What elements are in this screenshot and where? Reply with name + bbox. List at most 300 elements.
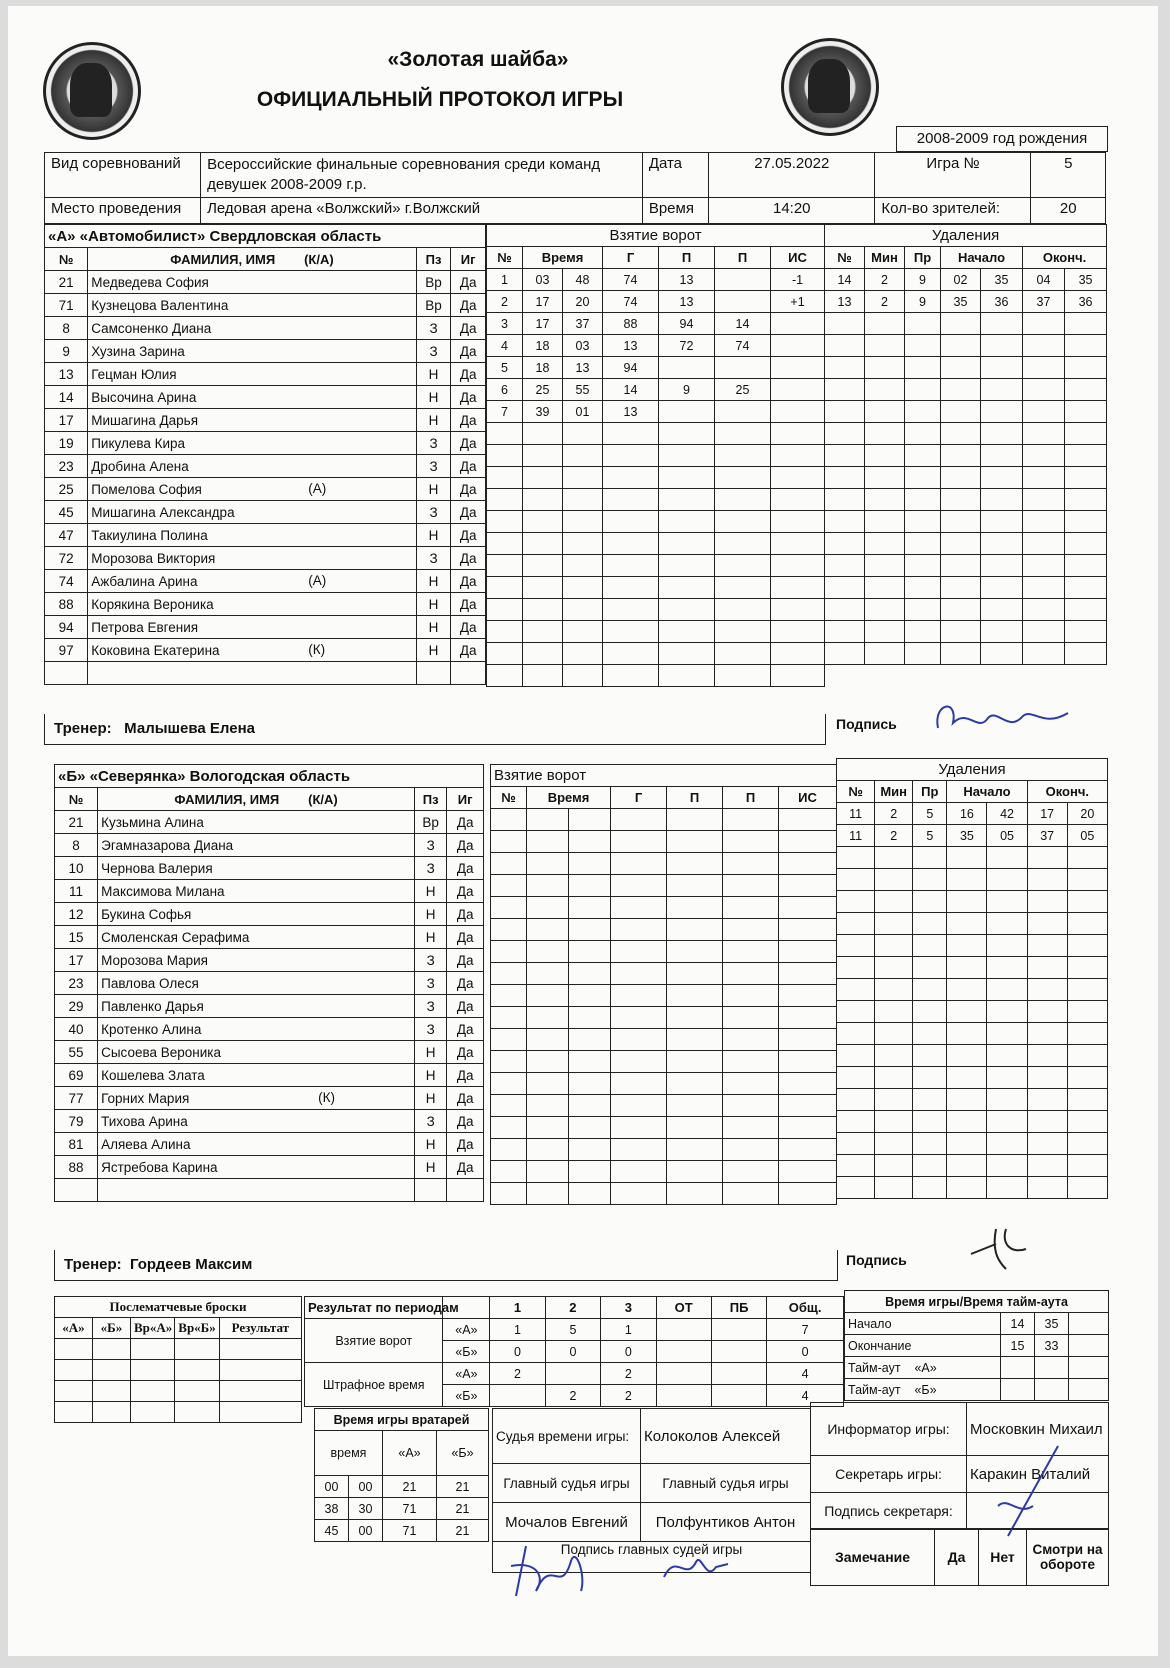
player-name bbox=[88, 501, 417, 524]
penalty-start-min: 02 bbox=[941, 269, 981, 291]
result-value bbox=[490, 1385, 545, 1407]
team-b-coach: Тренер: Гордеев Максим bbox=[64, 1256, 253, 1273]
table-cell bbox=[659, 533, 715, 555]
table-cell bbox=[825, 577, 865, 599]
player-row bbox=[45, 340, 486, 363]
table-cell bbox=[659, 599, 715, 621]
player-played: Да bbox=[447, 811, 484, 834]
table-cell bbox=[913, 979, 947, 1001]
table-cell bbox=[1067, 847, 1107, 869]
table-cell bbox=[875, 869, 913, 891]
goal-row bbox=[487, 533, 825, 555]
table-cell bbox=[981, 533, 1023, 555]
table-cell bbox=[667, 963, 723, 985]
table-cell bbox=[779, 963, 837, 985]
player-name-text: Мишагина Александра bbox=[91, 504, 235, 520]
goal-row bbox=[487, 335, 825, 357]
col-num: № bbox=[45, 248, 88, 271]
table-cell bbox=[603, 467, 659, 489]
player-number: 74 bbox=[45, 570, 88, 593]
table-cell bbox=[487, 621, 523, 643]
player-row bbox=[45, 363, 486, 386]
table-cell bbox=[569, 1007, 611, 1029]
goal-minute: 18 bbox=[523, 335, 563, 357]
table-cell bbox=[1067, 1067, 1107, 1089]
table-cell bbox=[659, 643, 715, 665]
table-cell bbox=[1065, 313, 1107, 335]
result-team: «Б» bbox=[443, 1385, 490, 1407]
remark-no: Нет bbox=[979, 1529, 1027, 1586]
table-cell bbox=[563, 621, 603, 643]
penalty-start-min: 35 bbox=[941, 291, 981, 313]
col-played: Иг bbox=[451, 248, 486, 271]
player-name-text: Петрова Евгения bbox=[91, 619, 199, 635]
table-cell bbox=[941, 445, 981, 467]
player-row bbox=[45, 271, 486, 294]
table-cell bbox=[491, 853, 527, 875]
player-position: Н bbox=[416, 616, 451, 639]
table-cell bbox=[865, 467, 905, 489]
table-cell bbox=[825, 357, 865, 379]
table-cell bbox=[416, 662, 451, 685]
table-cell bbox=[715, 643, 771, 665]
table-cell bbox=[947, 1133, 987, 1155]
player-name-text: Чернова Валерия bbox=[101, 860, 213, 876]
table-cell bbox=[527, 941, 569, 963]
table-cell bbox=[913, 935, 947, 957]
player-position: Н bbox=[415, 1041, 447, 1064]
player-position: З bbox=[415, 1018, 447, 1041]
player-name-text: Аляева Алина bbox=[101, 1136, 191, 1152]
table-cell bbox=[569, 1029, 611, 1051]
table-cell bbox=[987, 1155, 1027, 1177]
player-row bbox=[55, 972, 484, 995]
player-role: (А) bbox=[308, 573, 327, 588]
player-number: 17 bbox=[45, 409, 88, 432]
player-row bbox=[55, 926, 484, 949]
goal-scorer: 74 bbox=[603, 269, 659, 291]
player-played: Да bbox=[447, 949, 484, 972]
table-cell bbox=[987, 891, 1027, 913]
penalty-minutes: 2 bbox=[865, 269, 905, 291]
goalie-team-b: 21 bbox=[437, 1476, 489, 1498]
table-cell bbox=[987, 1111, 1027, 1133]
player-number: 88 bbox=[55, 1156, 98, 1179]
table-cell bbox=[947, 1177, 987, 1199]
table-cell bbox=[941, 423, 981, 445]
player-name bbox=[98, 1087, 415, 1110]
player-number: 71 bbox=[45, 294, 88, 317]
table-cell bbox=[941, 555, 981, 577]
table-cell bbox=[1027, 935, 1067, 957]
player-position: З bbox=[415, 949, 447, 972]
table-cell bbox=[837, 1177, 875, 1199]
period-result-row bbox=[305, 1319, 844, 1341]
table-cell bbox=[667, 985, 723, 1007]
table-cell bbox=[527, 1029, 569, 1051]
player-number: 45 bbox=[45, 501, 88, 524]
goal-row bbox=[491, 1161, 837, 1183]
table-cell bbox=[779, 853, 837, 875]
table-cell bbox=[1027, 1067, 1067, 1089]
shootout-table: Послематчевые броски «А» «Б» Вр«А» Вр«Б» Результат bbox=[54, 1296, 302, 1423]
table-cell bbox=[1027, 1111, 1067, 1133]
table-cell bbox=[905, 401, 941, 423]
goal-number: 3 bbox=[487, 313, 523, 335]
player-name-text: Кузнецова Валентина bbox=[91, 297, 229, 313]
goal-minute: 17 bbox=[523, 313, 563, 335]
player-row bbox=[45, 432, 486, 455]
table-cell bbox=[875, 1155, 913, 1177]
table-cell bbox=[611, 831, 667, 853]
player-name-text: Тихова Арина bbox=[101, 1113, 188, 1129]
goal-row bbox=[491, 985, 837, 1007]
table-cell bbox=[825, 401, 865, 423]
table-cell bbox=[523, 423, 563, 445]
goal-assist-1: 9 bbox=[659, 379, 715, 401]
table-cell bbox=[667, 1029, 723, 1051]
table-cell bbox=[569, 875, 611, 897]
penalty-row bbox=[825, 401, 1107, 423]
player-played: Да bbox=[451, 455, 486, 478]
player-row bbox=[45, 616, 486, 639]
penalty-row bbox=[837, 825, 1108, 847]
player-number: 69 bbox=[55, 1064, 98, 1087]
table-cell bbox=[941, 599, 981, 621]
goal-row bbox=[487, 379, 825, 401]
table-cell bbox=[865, 401, 905, 423]
goal-row bbox=[491, 1095, 837, 1117]
table-cell bbox=[837, 847, 875, 869]
table-cell bbox=[947, 891, 987, 913]
table-cell bbox=[875, 957, 913, 979]
spectators-label: Кол-во зрителей: bbox=[875, 198, 1031, 224]
table-cell bbox=[779, 1117, 837, 1139]
player-played: Да bbox=[447, 1133, 484, 1156]
player-name-text: Самсоненко Диана bbox=[91, 320, 212, 336]
shootout-title: Послематчевые броски bbox=[55, 1297, 302, 1318]
table-cell bbox=[987, 1001, 1027, 1023]
player-number: 94 bbox=[45, 616, 88, 639]
table-cell bbox=[1065, 555, 1107, 577]
goalie-title: Время игры вратарей bbox=[315, 1409, 489, 1431]
penalty-row bbox=[837, 1001, 1108, 1023]
team-a-signature-icon bbox=[928, 698, 1078, 743]
table-cell bbox=[941, 313, 981, 335]
player-row bbox=[55, 1087, 484, 1110]
player-row bbox=[55, 995, 484, 1018]
table-cell bbox=[1023, 379, 1065, 401]
player-name-text: Хузина Зарина bbox=[91, 343, 185, 359]
player-name bbox=[88, 317, 417, 340]
table-cell bbox=[865, 313, 905, 335]
table-cell bbox=[1023, 533, 1065, 555]
team-b-goals-table: Взятие ворот № Время Г П П ИС bbox=[490, 764, 837, 1205]
table-cell bbox=[715, 599, 771, 621]
goalie-time-table: Время игры вратарей время «А» «Б» 00 00 21 21 38 30 71 21 45 00 71 21 bbox=[314, 1408, 489, 1542]
goal-row bbox=[487, 511, 825, 533]
player-number: 19 bbox=[45, 432, 88, 455]
player-row bbox=[55, 1018, 484, 1041]
time-value: 14:20 bbox=[709, 198, 875, 224]
player-number: 8 bbox=[55, 834, 98, 857]
table-cell bbox=[523, 467, 563, 489]
player-played: Да bbox=[451, 432, 486, 455]
game-number-label: Игра № bbox=[875, 153, 1031, 198]
table-cell bbox=[981, 489, 1023, 511]
player-played: Да bbox=[451, 409, 486, 432]
table-cell bbox=[667, 875, 723, 897]
table-cell bbox=[523, 665, 563, 687]
table-cell bbox=[941, 621, 981, 643]
goal-row bbox=[491, 941, 837, 963]
table-cell bbox=[1023, 445, 1065, 467]
player-position: З bbox=[415, 834, 447, 857]
table-cell bbox=[947, 1067, 987, 1089]
goal-row bbox=[487, 291, 825, 313]
goal-assist-1 bbox=[659, 401, 715, 423]
table-cell bbox=[913, 1155, 947, 1177]
venue-label: Место проведения bbox=[45, 198, 201, 224]
table-cell bbox=[659, 489, 715, 511]
table-cell bbox=[837, 1001, 875, 1023]
table-cell bbox=[779, 1051, 837, 1073]
player-name-text: Сысоева Вероника bbox=[101, 1044, 221, 1060]
player-number: 79 bbox=[55, 1110, 98, 1133]
penalty-reason: 5 bbox=[913, 825, 947, 847]
player-name bbox=[88, 455, 417, 478]
table-cell bbox=[563, 489, 603, 511]
table-cell bbox=[527, 809, 569, 831]
table-cell bbox=[913, 847, 947, 869]
player-name bbox=[88, 639, 417, 662]
table-cell bbox=[563, 445, 603, 467]
table-cell bbox=[603, 445, 659, 467]
penalty-reason: 9 bbox=[905, 291, 941, 313]
table-cell bbox=[947, 1001, 987, 1023]
table-cell bbox=[905, 489, 941, 511]
table-cell bbox=[905, 379, 941, 401]
table-cell bbox=[667, 897, 723, 919]
table-cell bbox=[905, 577, 941, 599]
penalty-start-sec: 36 bbox=[981, 291, 1023, 313]
table-cell bbox=[771, 467, 825, 489]
table-cell bbox=[987, 1067, 1027, 1089]
player-name-text: Коковина Екатерина bbox=[91, 642, 220, 658]
table-cell bbox=[723, 1073, 779, 1095]
table-cell bbox=[523, 489, 563, 511]
player-row bbox=[45, 386, 486, 409]
table-cell bbox=[913, 1023, 947, 1045]
goalie-row bbox=[315, 1476, 489, 1498]
table-cell bbox=[569, 1183, 611, 1205]
table-cell bbox=[1067, 1089, 1107, 1111]
table-cell bbox=[723, 853, 779, 875]
table-cell bbox=[491, 1051, 527, 1073]
table-cell bbox=[941, 401, 981, 423]
table-cell bbox=[779, 1095, 837, 1117]
table-cell bbox=[611, 897, 667, 919]
informer-name: Московкин Михаил bbox=[967, 1403, 1109, 1456]
penalty-player: 11 bbox=[837, 825, 875, 847]
table-cell bbox=[523, 511, 563, 533]
table-cell bbox=[905, 445, 941, 467]
result-category: Взятие ворот bbox=[305, 1319, 443, 1363]
penalty-start-sec: 05 bbox=[987, 825, 1027, 847]
penalty-row bbox=[837, 1045, 1108, 1067]
table-cell bbox=[865, 577, 905, 599]
table-cell bbox=[941, 643, 981, 665]
table-cell bbox=[837, 1067, 875, 1089]
table-cell bbox=[941, 489, 981, 511]
table-cell bbox=[527, 875, 569, 897]
player-position: З bbox=[415, 857, 447, 880]
table-cell bbox=[723, 897, 779, 919]
result-value: 1 bbox=[490, 1319, 545, 1341]
table-cell bbox=[913, 957, 947, 979]
penalty-minutes: 2 bbox=[865, 291, 905, 313]
table-cell bbox=[913, 913, 947, 935]
table-cell bbox=[523, 533, 563, 555]
player-name bbox=[88, 363, 417, 386]
table-cell bbox=[875, 1045, 913, 1067]
penalty-row bbox=[825, 445, 1107, 467]
table-cell bbox=[569, 1139, 611, 1161]
player-played: Да bbox=[447, 1087, 484, 1110]
table-cell bbox=[611, 919, 667, 941]
penalty-row bbox=[837, 913, 1108, 935]
table-cell bbox=[981, 621, 1023, 643]
main-judge-2-signature-icon bbox=[656, 1542, 736, 1592]
goal-assist-1: 13 bbox=[659, 291, 715, 313]
table-cell bbox=[523, 555, 563, 577]
table-cell bbox=[825, 489, 865, 511]
period-result-row bbox=[305, 1363, 844, 1385]
goal-row bbox=[487, 313, 825, 335]
table-cell bbox=[771, 423, 825, 445]
result-value bbox=[711, 1319, 766, 1341]
table-cell bbox=[825, 555, 865, 577]
table-cell bbox=[491, 1095, 527, 1117]
table-cell bbox=[981, 643, 1023, 665]
player-role: (А) bbox=[308, 481, 327, 496]
table-cell bbox=[1065, 643, 1107, 665]
table-cell bbox=[1027, 869, 1067, 891]
goal-minute: 39 bbox=[523, 401, 563, 423]
goal-scorer: 14 bbox=[603, 379, 659, 401]
table-cell bbox=[723, 1161, 779, 1183]
table-cell bbox=[1067, 913, 1107, 935]
player-row bbox=[45, 662, 486, 685]
goal-scorer: 88 bbox=[603, 313, 659, 335]
player-position: З bbox=[415, 995, 447, 1018]
player-played: Да bbox=[447, 926, 484, 949]
player-played: Да bbox=[447, 995, 484, 1018]
table-cell bbox=[1065, 577, 1107, 599]
goal-second: 03 bbox=[563, 335, 603, 357]
player-name-text: Пикулева Кира bbox=[91, 435, 186, 451]
player-name-text: Эгамназарова Диана bbox=[101, 837, 234, 853]
goal-strength bbox=[771, 313, 825, 335]
penalty-row bbox=[825, 511, 1107, 533]
table-cell bbox=[715, 621, 771, 643]
goal-row bbox=[491, 1007, 837, 1029]
goal-assist-1: 72 bbox=[659, 335, 715, 357]
player-name-text: Кузьмина Алина bbox=[101, 814, 204, 830]
table-cell bbox=[837, 1133, 875, 1155]
table-cell bbox=[913, 1111, 947, 1133]
table-cell bbox=[947, 913, 987, 935]
table-cell bbox=[611, 941, 667, 963]
goal-row bbox=[491, 1139, 837, 1161]
table-cell bbox=[715, 577, 771, 599]
table-cell bbox=[1067, 1155, 1107, 1177]
player-row bbox=[45, 294, 486, 317]
table-cell bbox=[779, 875, 837, 897]
table-cell bbox=[491, 941, 527, 963]
table-cell bbox=[779, 1029, 837, 1051]
result-value: 2 bbox=[601, 1363, 656, 1385]
table-cell bbox=[603, 511, 659, 533]
table-cell bbox=[569, 897, 611, 919]
table-cell bbox=[987, 979, 1027, 1001]
table-cell bbox=[981, 555, 1023, 577]
table-cell bbox=[487, 467, 523, 489]
tournament-title: «Золотая шайба» bbox=[387, 48, 569, 71]
table-cell bbox=[451, 662, 486, 685]
table-cell bbox=[603, 555, 659, 577]
table-cell bbox=[667, 1051, 723, 1073]
player-position: Н bbox=[415, 903, 447, 926]
table-cell bbox=[779, 897, 837, 919]
table-cell bbox=[447, 1179, 484, 1202]
table-cell bbox=[491, 963, 527, 985]
table-cell bbox=[941, 511, 981, 533]
player-number: 55 bbox=[55, 1041, 98, 1064]
player-played: Да bbox=[447, 972, 484, 995]
table-cell bbox=[527, 985, 569, 1007]
table-cell bbox=[905, 467, 941, 489]
table-cell bbox=[527, 1095, 569, 1117]
player-played: Да bbox=[447, 1156, 484, 1179]
table-cell bbox=[875, 979, 913, 1001]
penalty-end-sec: 05 bbox=[1067, 825, 1107, 847]
table-cell bbox=[771, 489, 825, 511]
table-cell bbox=[947, 1111, 987, 1133]
player-name bbox=[98, 1110, 415, 1133]
table-cell bbox=[723, 1029, 779, 1051]
table-cell bbox=[987, 1177, 1027, 1199]
table-cell bbox=[487, 511, 523, 533]
penalty-row bbox=[825, 643, 1107, 665]
table-cell bbox=[865, 379, 905, 401]
penalty-row bbox=[825, 269, 1107, 291]
goal-row bbox=[491, 897, 837, 919]
player-number: 11 bbox=[55, 880, 98, 903]
player-played: Да bbox=[451, 524, 486, 547]
table-cell bbox=[563, 423, 603, 445]
player-name-text: Высочина Арина bbox=[91, 389, 197, 405]
player-name bbox=[98, 1133, 415, 1156]
player-number: 21 bbox=[45, 271, 88, 294]
goal-scorer: 94 bbox=[603, 357, 659, 379]
table-cell bbox=[1067, 957, 1107, 979]
table-cell bbox=[723, 1183, 779, 1205]
penalty-row bbox=[825, 291, 1107, 313]
penalty-player: 13 bbox=[825, 291, 865, 313]
player-number: 21 bbox=[55, 811, 98, 834]
table-cell bbox=[723, 1007, 779, 1029]
